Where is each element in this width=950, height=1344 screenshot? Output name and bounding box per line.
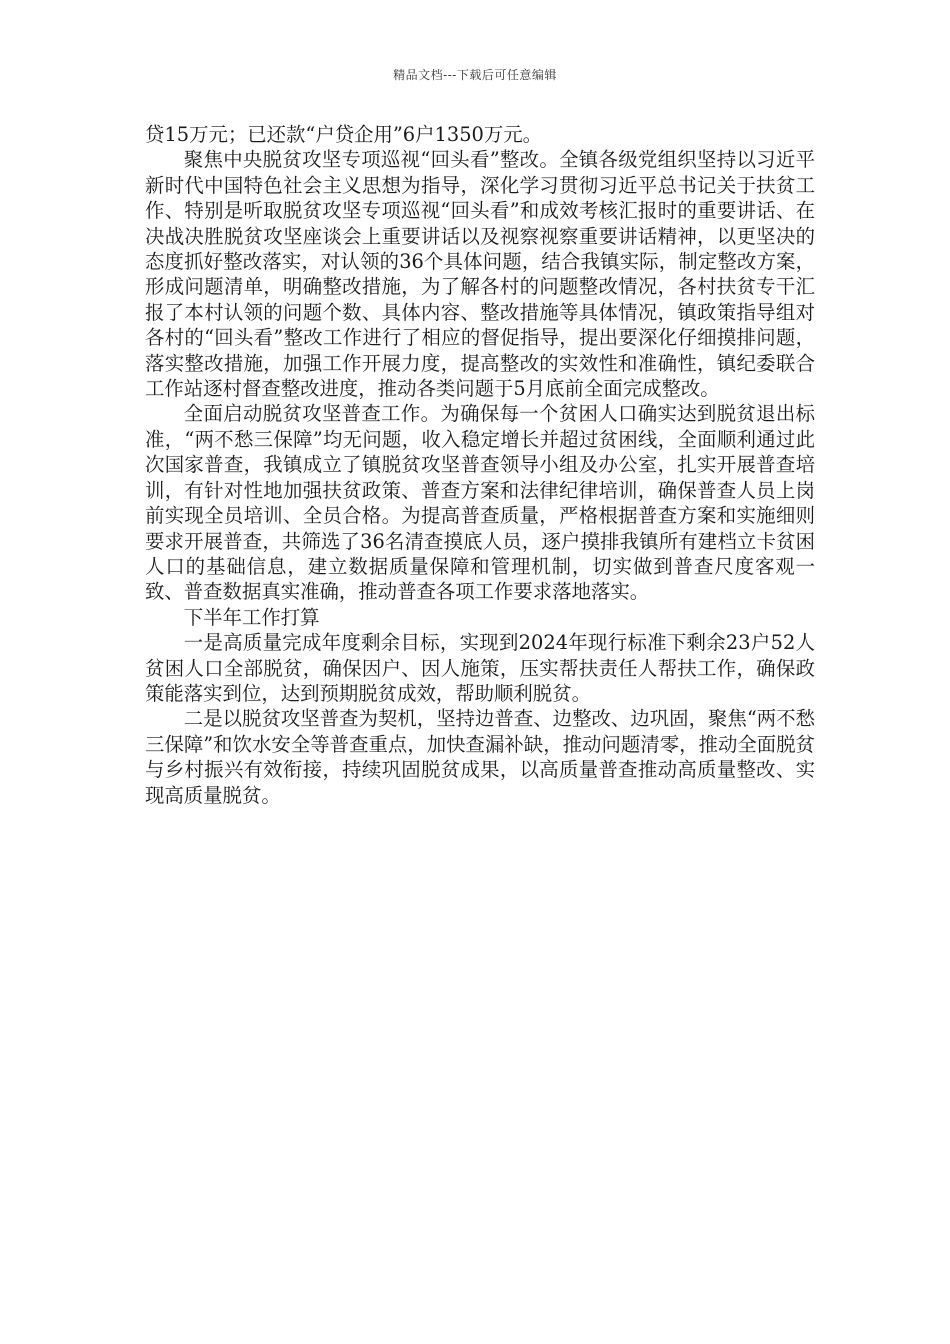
- paragraph-continuation: 贷15万元；已还款“户贷企用”6户1350万元。: [145, 123, 543, 146]
- document-body: [145, 122, 815, 808]
- paragraph-plan-item-one: 一是高质量完成年度剩余目标，实现到2024年现行标准下剩余23户52人贫困人口全部脱贫，确保因户、因人施策，压实帮扶责任人帮扶工作，确保政策能落实到位，达到预期脱贫成效，帮助顺利脱贫。: [145, 631, 815, 705]
- section-heading-second-half-plan: 下半年工作打算: [183, 605, 320, 629]
- page-header: 精品文档---下载后可任意编辑: [393, 68, 557, 82]
- paragraph-inspection-rectification: 聚焦中央脱贫攻坚专项巡视“回头看”整改。全镇各级党组织坚持以习近平新时代中国特色社会主义思想为指导，深化学习贯彻习近平总书记关于扶贫工作、特别是听取脱贫攻坚专项巡视“回头看”和成效考核汇报时的重要讲话、在决战决胜脱贫攻坚座谈会上重要讲话以及视察视察重要讲话精神，以更坚决的态度抓好整改落实，对认领的36个具体问题，结合我镇实际，制定整改方案，形成问题清单，明确整改措施，为了解各村的问题整改情况，各村扶贫专干汇报了本村认领的问题个数、具体内容、整改措施等具体情况，镇政策指导组对各村的“回头看”整改工作进行了相应的督促指导，提出要深化仔细摸排问题，落实整改措施，加强工作开展力度，提高整改的实效性和准确性，镇纪委联合工作站逐村督查整改进度，推动各类问题于5月底前全面完成整改。: [145, 148, 815, 401]
- paragraph-census-work: 全面启动脱贫攻坚普查工作。为确保每一个贫困人口确实达到脱贫退出标准，“两不愁三保障”均无问题，收入稳定增长并超过贫困线，全面顺利通过此次国家普查，我镇成立了镇脱贫攻坚普查领导小组及办公室，扎实开展普查培训，有针对性地加强扶贫政策、普查方案和法律纪律培训，确保普查人员上岗前实现全员培训、全员合格。为提高普查质量，严格根据普查方案和实施细则要求开展普查，共筛选了36名清查摸底人员，逐户摸排我镇所有建档立卡贫困人口的基础信息，建立数据质量保障和管理机制，切实做到普查尺度客观一致、普查数据真实准确，推动普查各项工作要求落地落实。: [145, 402, 815, 604]
- paragraph-plan-item-two: 二是以脱贫攻坚普查为契机，坚持边普查、边整改、边巩固，聚焦“两不愁三保障”和饮水安全等普查重点，加快查漏补缺，推动问题清零，推动全面脱贫与乡村振兴有效衔接，持续巩固脱贫成果，以高质量普查推动高质量整改、实现高质量脱贫。: [145, 707, 815, 807]
